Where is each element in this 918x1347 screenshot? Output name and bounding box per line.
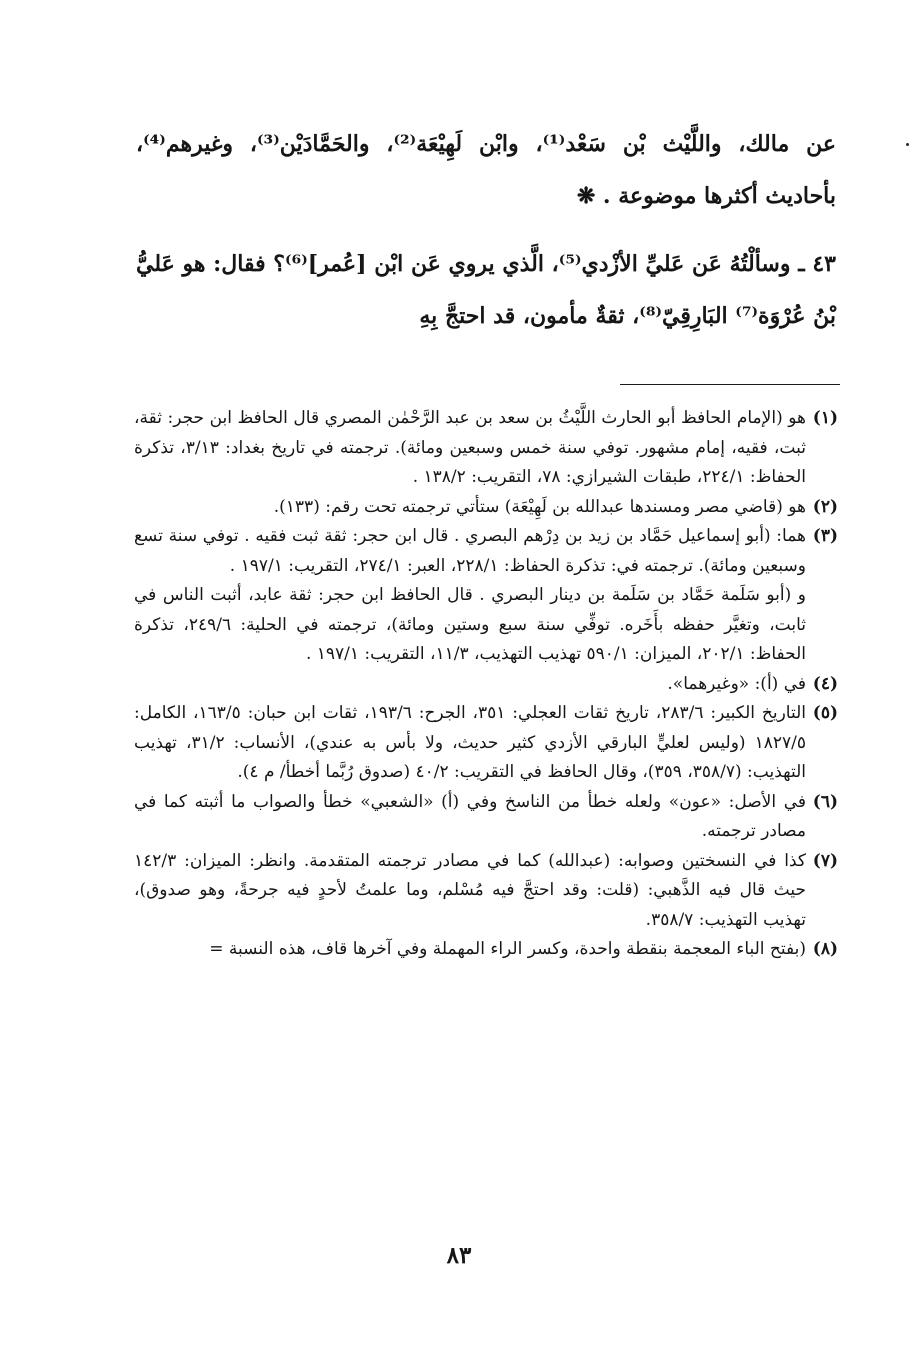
- footnote-number: (١): [812, 408, 838, 428]
- margin-dot: [906, 143, 909, 146]
- footnote-number: (٥): [812, 703, 838, 723]
- footnote-number: (٢): [812, 496, 838, 517]
- footnote-1: [134, 404, 838, 493]
- footnote-4: [134, 670, 838, 700]
- footnote-7: [134, 847, 838, 936]
- footnote-6: [134, 788, 838, 847]
- main-paragraph-1: عن مالك، واللَّيْث بْن سَعْد⁽¹⁾، وابْن لَهِيْعَة⁽²⁾، والحَمَّادَيْن⁽³⁾، وغيرهم⁽⁴⁾، بأحاديث أكثرها موضوعة . ❋: [136, 131, 837, 209]
- footnote-text: في الأصل: «عون» ولعله خطأ من الناسخ وفي (أ) «الشعبي» خطأ والصواب ما أثبته كما في مصادر ترجمته.: [134, 791, 806, 841]
- footnote-text: هو (الإمام الحافظ أبو الحارث اللَّيْثُ بن سعد بن عبد الرَّحْمٰن المصري قال الحافظ ابن حجر: ثقة، ثبت، فقيه، إمام مشهور. توفي سنة خمس وسبعين ومائة). ترجمته في تاريخ بغداد: ٣/١٣، تذكرة الحفاظ: ٢٢٤/١، طبقات الشيرازي: ٧٨، التقريب: ١٣٨/٢ .: [134, 408, 806, 487]
- footnote-number: (٦): [812, 791, 838, 812]
- footnote-text: هما: (أبو إسماعيل حَمَّاد بن زيد بن دِرْهم البصري . قال ابن حجر: ثقة ثبت فقيه . توفي سنة تسع وسبعين ومائة). ترجمته في: تذكرة الحفاظ: ٢٢٨/١، العبر: ٢٧٤/١، التقريب: ١٩٧/١ .: [134, 526, 806, 576]
- footnote-8: [134, 935, 838, 965]
- footnote-3: [134, 522, 838, 670]
- footnote-number: (٤): [812, 673, 838, 694]
- footnote-number: (٧): [812, 850, 838, 871]
- footnote-number: (٣): [812, 526, 838, 546]
- footnote-text: كذا في النسختين وصوابه: (عبدالله) كما في مصادر ترجمته المتقدمة. وانظر: الميزان: ١٤٢/٣ حيث قال فيه الذَّهبي: (قلت: وقد احتجَّ فيه مُسْلم، وما علمتُ لأحدٍ فيه جرحةً، وهو صدوق)، تهذيب التهذيب: ٣٥٨/٧.: [134, 850, 806, 930]
- page-number: ٨٣: [446, 1242, 472, 1269]
- main-paragraph-43: ٤٣ ـ وسألْتُهُ عَن عَليِّ الأزْدي⁽⁵⁾، الَّذي يروي عَن ابْن [عُمر]⁽⁶⁾؟ فقال: هو عَليُّ بْنُ عُرْوَة⁽⁷⁾ البَارِقِيّ⁽⁸⁾، ثقةٌ مأمون، قد احتجَّ بِهِ: [136, 251, 836, 329]
- footnote-5: [134, 699, 838, 788]
- footnote-separator: [620, 384, 840, 385]
- footnote-text: التاريخ الكبير: ٢٨٣/٦، تاريخ ثقات العجلي: ٣٥١، الجرح: ١٩٣/٦، ثقات ابن حبان: ١٦٣/٥، الكامل: ١٨٢٧/٥ (وليس لعليٍّ البارقي الأزدي كثير حديث، ولا بأس به عندي)، الأنساب: ٣١/٢، تهذيب التهذيب: (٣٥٨/٧، ٣٥٩)، وقال الحافظ في التقريب: ٤٠/٢ (صدوق رُبَّما أخطأ/ م ٤).: [134, 703, 806, 782]
- footnotes: [134, 404, 838, 965]
- footnote-text: في (أ): «وغيرهما».: [667, 673, 806, 694]
- footnote-2: [134, 493, 838, 523]
- footnote-text: هو (قاضي مصر ومسندها عبدالله بن لَهِيْعَة) ستأتي ترجمته تحت رقم: (١٣٣).: [273, 496, 806, 517]
- footnote-text-continued: و (أبو سَلَمة حَمَّاد بن سَلَمة بن دينار البصري . قال الحافظ ابن حجر: ثقة عابد، أثبت الناس في ثابت، وتغيَّر حفظه بأَخَره. توفِّي سنة سبع وستين ومائة)، ترجمته في الحلية: ٢٤٩/٦، تذكرة الحفاظ: ٢٠٢/١، الميزان: ٥٩٠/١ تهذيب التهذيب، ١١/٣، التقريب: ١٩٧/١ .: [134, 585, 806, 664]
- footnote-number: (٨): [812, 939, 838, 959]
- footnote-text: (بفتح الباء المعجمة بنقطة واحدة، وكسر الراء المهملة وفي آخرها قاف، هذه النسبة =: [209, 939, 806, 959]
- main-text: [136, 118, 836, 342]
